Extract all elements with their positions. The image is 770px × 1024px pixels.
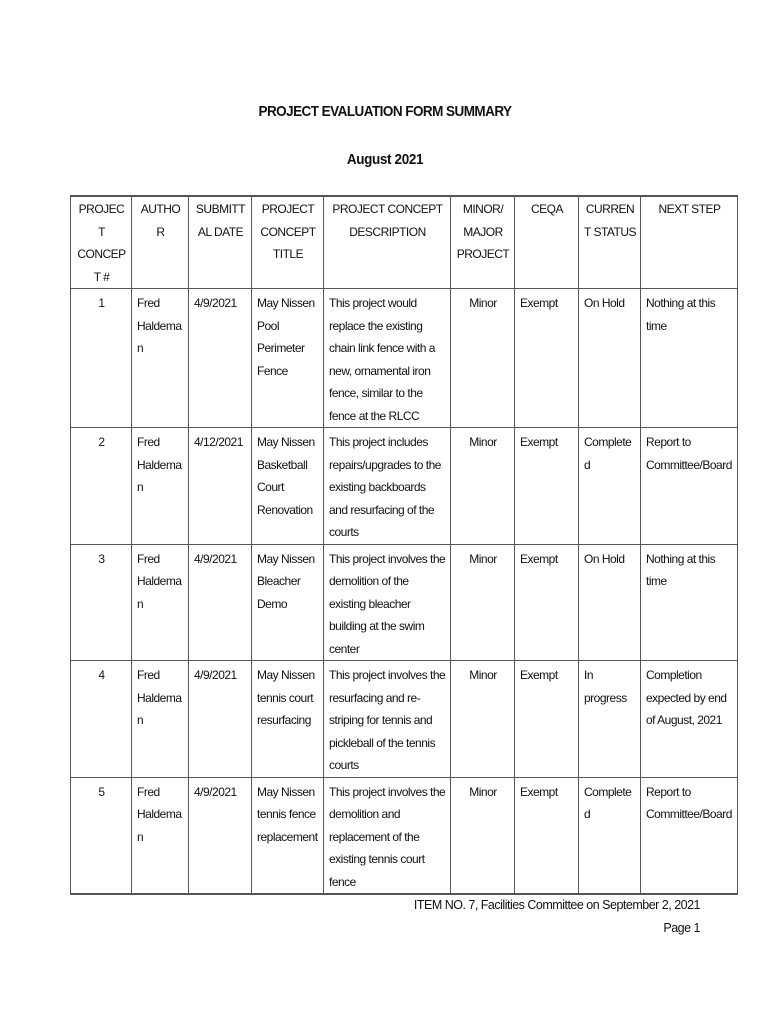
cell-concept-description: This project involves the demolition and replacement of the existing tennis court fence [324,777,451,894]
cell-next-step: Nothing at this time [641,289,738,428]
cell-concept-description: This project involves the resurfacing and re-striping for tennis and pickleball of the tennis courts [324,661,451,778]
footer-item-line: ITEM NO. 7, Facilities Committee on September 2, 2021 [413,898,700,912]
cell-concept-title: May Nissen Bleacher Demo [252,544,324,661]
cell-concept-description: This project involves the demolition of the existing bleacher building at the swim center [324,544,451,661]
cell-concept-number: 5 [71,777,132,894]
cell-minor-major: Minor [451,777,515,894]
cell-concept-number: 3 [71,544,132,661]
cell-minor-major: Minor [451,428,515,545]
cell-current-status: Completed [579,777,641,894]
column-header-concept-description: PROJECT CONCEPT DESCRIPTION [324,196,451,289]
table-row [71,544,738,661]
cell-ceqa: Exempt [515,428,579,545]
cell-minor-major: Minor [451,544,515,661]
column-header-current-status: CURRENT STATUS [579,196,641,289]
cell-current-status: On Hold [579,289,641,428]
column-header-minor-major: MINOR/ MAJOR PROJECT [451,196,515,289]
cell-author: Fred Haldeman [132,428,189,545]
cell-submittal-date: 4/9/2021 [189,661,252,778]
cell-ceqa: Exempt [515,289,579,428]
cell-minor-major: Minor [451,661,515,778]
cell-next-step: Report to Committee/Board [641,428,738,545]
cell-concept-title: May Nissen tennis fence replacement [252,777,324,894]
cell-concept-description: This project would replace the existing chain link fence with a new, ornamental iron fence, similar to the fence at the RLCC [324,289,451,428]
cell-current-status: Completed [579,428,641,545]
cell-minor-major: Minor [451,289,515,428]
cell-current-status: In progress [579,661,641,778]
cell-ceqa: Exempt [515,544,579,661]
cell-ceqa: Exempt [515,661,579,778]
cell-concept-number: 2 [71,428,132,545]
cell-author: Fred Haldeman [132,661,189,778]
column-header-next-step: NEXT STEP [641,196,738,289]
table-row [71,428,738,545]
cell-concept-title: May Nissen Basketball Court Renovation [252,428,324,545]
cell-author: Fred Haldeman [132,289,189,428]
cell-next-step: Completion expected by end of August, 2021 [641,661,738,778]
footer-page-number: Page 1 [663,921,700,935]
table-row [71,289,738,428]
cell-ceqa: Exempt [515,777,579,894]
cell-submittal-date: 4/9/2021 [189,289,252,428]
column-header-concept-number: PROJECT CONCEPT # [71,196,132,289]
cell-submittal-date: 4/12/2021 [189,428,252,545]
cell-author: Fred Haldeman [132,544,189,661]
cell-current-status: On Hold [579,544,641,661]
page-title: PROJECT EVALUATION FORM SUMMARY [258,103,512,120]
cell-submittal-date: 4/9/2021 [189,777,252,894]
project-summary-table [70,195,738,895]
table-header-row [71,196,738,289]
cell-author: Fred Haldeman [132,777,189,894]
cell-concept-title: May Nissen tennis court resurfacing [252,661,324,778]
column-header-author: AUTHOR [132,196,189,289]
column-header-submittal-date: SUBMITTAL DATE [189,196,252,289]
cell-concept-number: 4 [71,661,132,778]
page-subtitle: August 2021 [346,151,424,168]
cell-submittal-date: 4/9/2021 [189,544,252,661]
cell-concept-number: 1 [71,289,132,428]
cell-next-step: Report to Committee/Board [641,777,738,894]
table-row [71,661,738,778]
table-row [71,777,738,894]
column-header-concept-title: PROJECT CONCEPT TITLE [252,196,324,289]
column-header-ceqa: CEQA [515,196,579,289]
cell-concept-description: This project includes repairs/upgrades to the existing backboards and resurfacing of the courts [324,428,451,545]
cell-next-step: Nothing at this time [641,544,738,661]
cell-concept-title: May Nissen Pool Perimeter Fence [252,289,324,428]
